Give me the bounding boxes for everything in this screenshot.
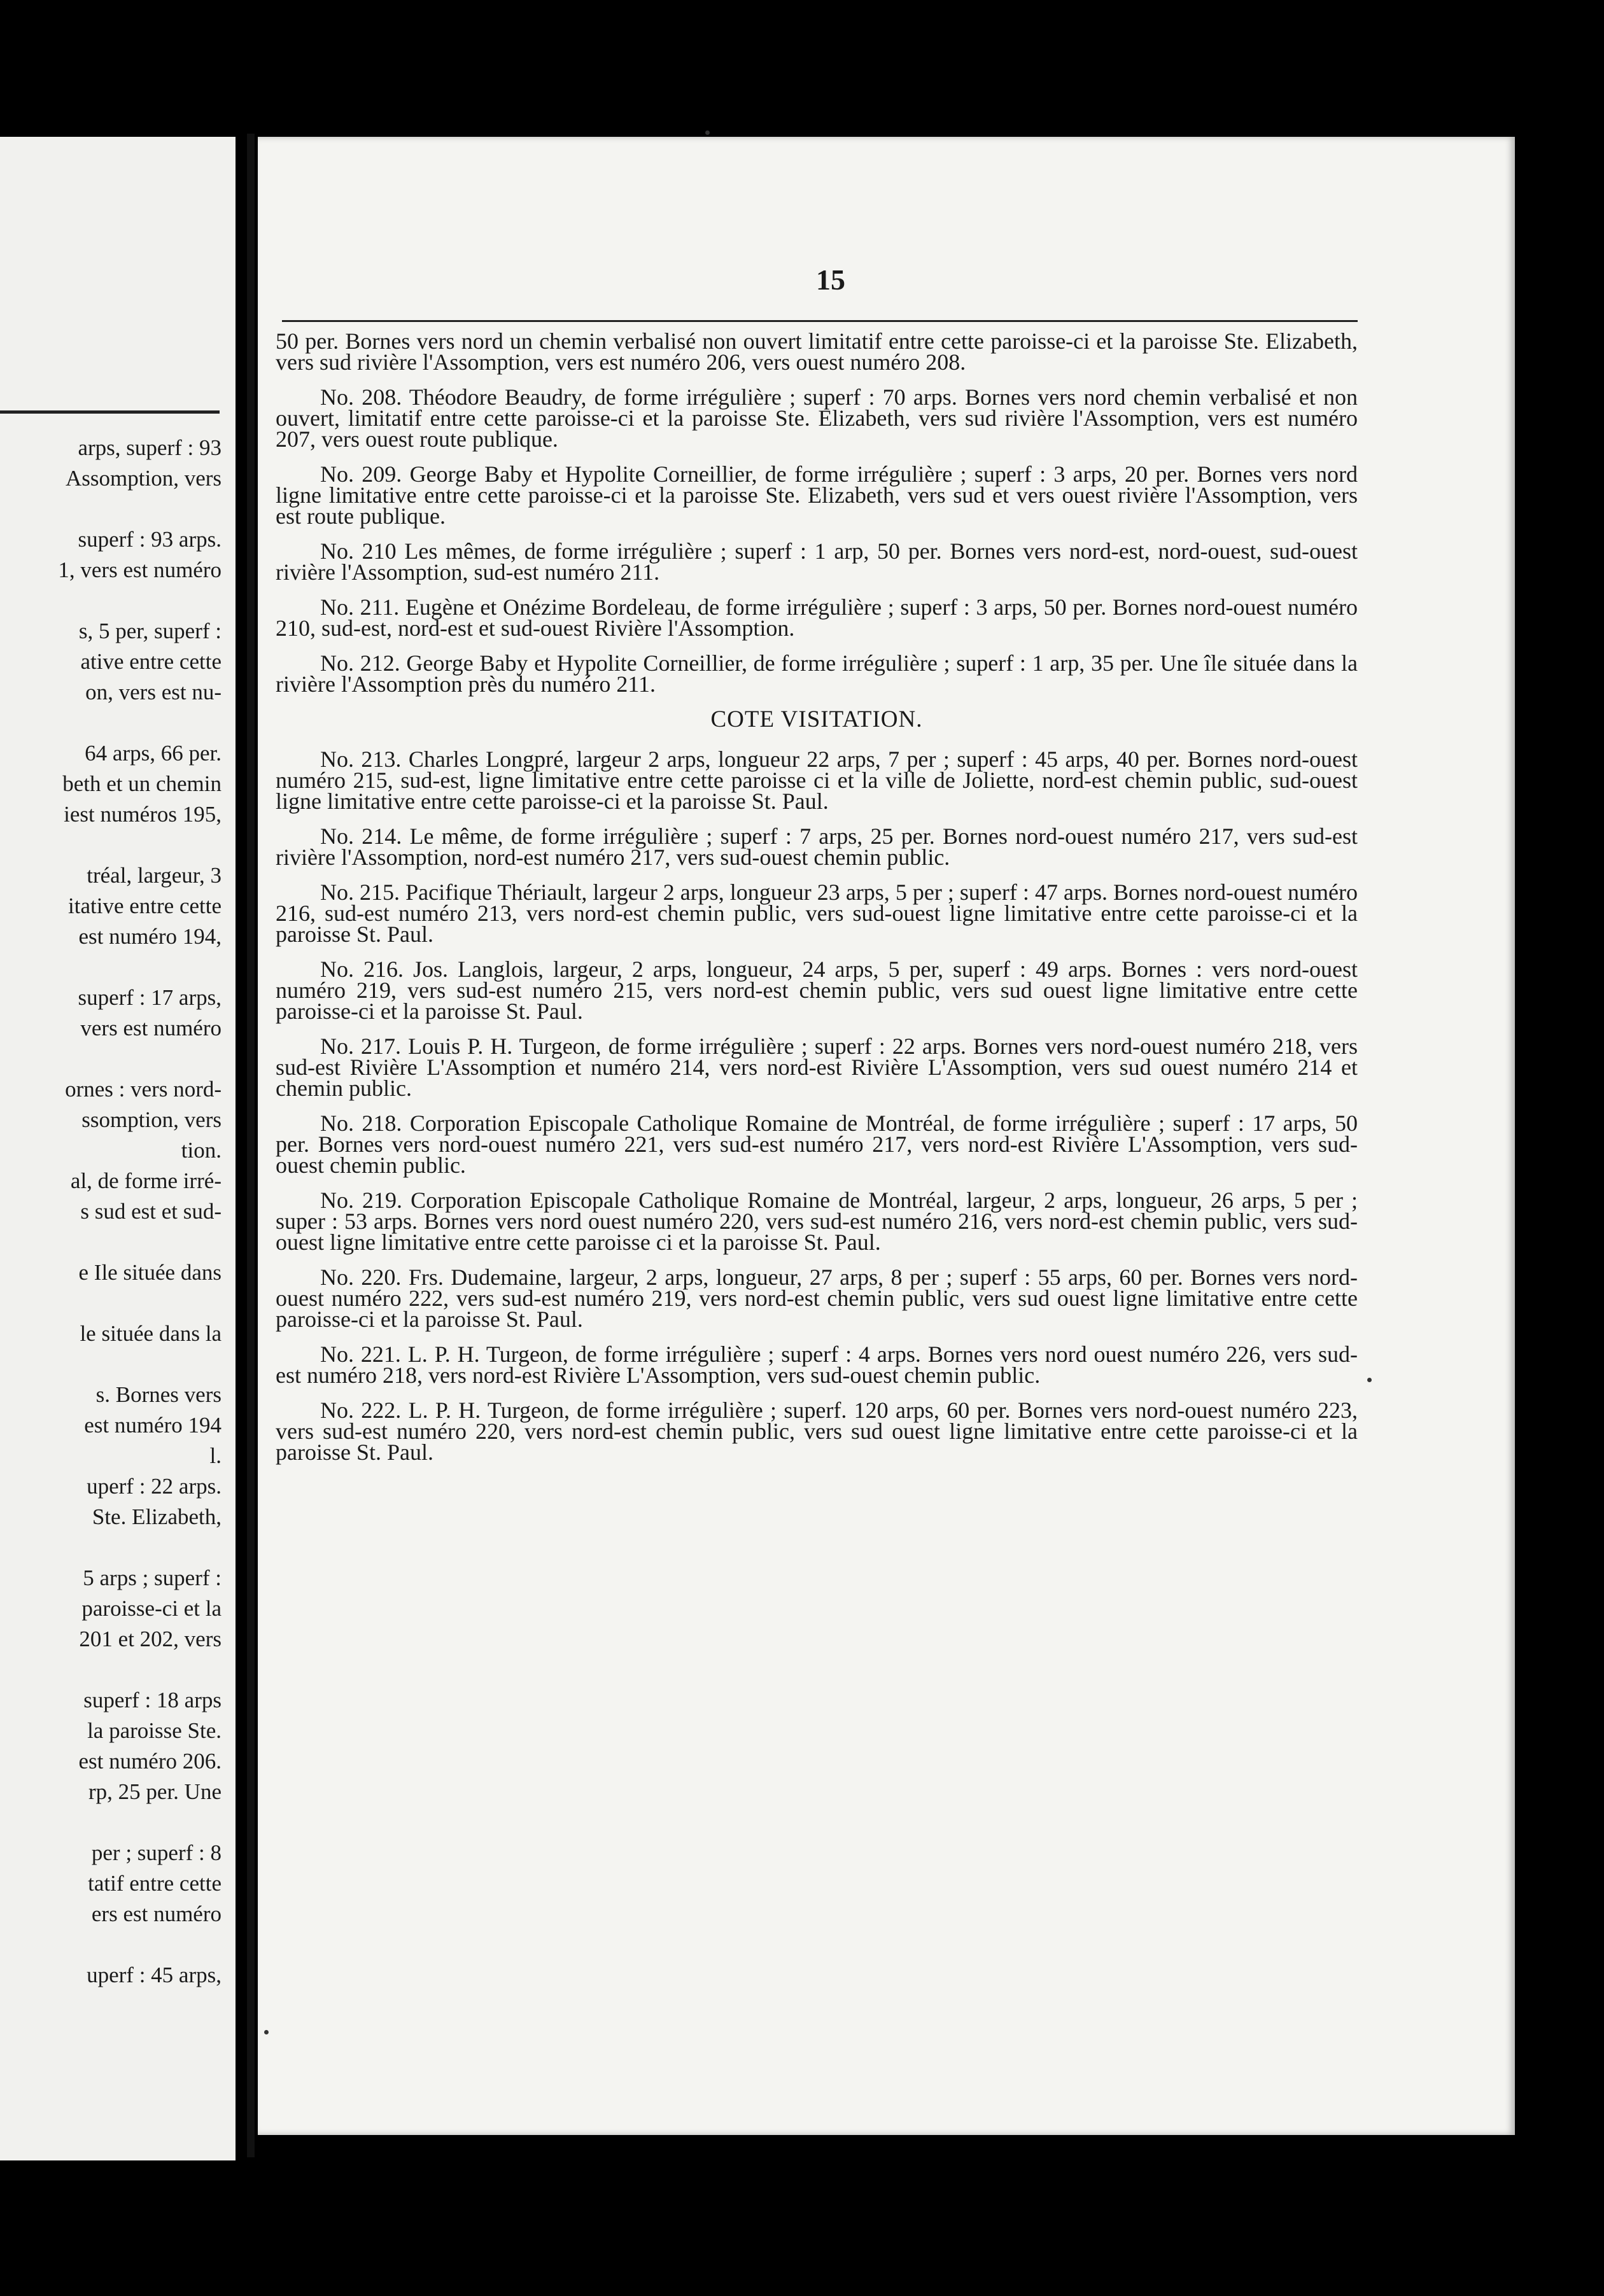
entry-number: No. 216. xyxy=(320,956,404,982)
left-text-line: iest numéros 195, xyxy=(64,802,222,827)
entry-paragraph xyxy=(276,328,1358,375)
left-text-line: ers est numéro xyxy=(91,1901,222,1926)
left-text-line: 1, vers est numéro xyxy=(58,557,222,582)
left-text-line: est numéro 206. xyxy=(78,1749,222,1774)
left-text-line: e Ile située dans xyxy=(78,1260,222,1285)
main-page xyxy=(258,137,1515,2135)
entries-cote-visitation xyxy=(276,746,1358,1465)
left-text-line: rp, 25 per. Une xyxy=(88,1779,222,1804)
entry-text: Corporation Episcopale Catholique Romaine de Montréal, largeur, 2 arps, longueur, 26 arps, 5 per ; super : 53 arps. Bornes vers nord ouest numéro 220, vers sud-est numéro 216, vers nord-est chemin public, vers sud-ouest ligne limitative entre cette paroisse ci et la paroisse St. Paul. xyxy=(276,1187,1358,1255)
left-text-line: est numéro 194 xyxy=(84,1413,222,1438)
entry-paragraph xyxy=(276,1187,1358,1255)
left-text-line: uperf : 45 arps, xyxy=(87,1963,222,1987)
left-text-line: la paroisse Ste. xyxy=(87,1718,222,1743)
left-text-line: paroisse-ci et la xyxy=(81,1596,222,1621)
section-heading: COTE VISITATION. xyxy=(710,706,923,732)
entry-paragraph xyxy=(276,879,1358,947)
entry-text: L. P. H. Turgeon, de forme irrégulière ; superf : 4 arps. Bornes vers nord ouest numéro 226, vers sud-est numéro 218, vers nord-est Rivière L'Assomption, vers sud-ouest chemin public. xyxy=(276,1341,1358,1388)
entry-number: No. 212. xyxy=(320,650,400,676)
entry-paragraph xyxy=(276,384,1358,452)
entry-paragraph xyxy=(276,1033,1358,1101)
line-gap xyxy=(0,1929,222,1960)
entry-text: Louis P. H. Turgeon, de forme irrégulière ; superf : 22 arps. Bornes vers nord-ouest numéro 218, vers sud-est Rivière L'Assomption et numéro 214, vers nord-est Rivière L'Assomption, vers sud ouest numéro 214 et chemin public. xyxy=(276,1033,1358,1101)
entry-number: No. 211. xyxy=(320,594,400,620)
left-text-line: tréal, largeur, 3 xyxy=(87,863,222,888)
entry-paragraph xyxy=(276,461,1358,529)
line-gap xyxy=(0,830,222,860)
left-text-line: tion. xyxy=(181,1138,222,1163)
left-text-line: beth et un chemin xyxy=(62,771,222,796)
entry-number: No. 208. xyxy=(320,384,402,410)
entry-number: No. 219. xyxy=(320,1187,403,1213)
left-text-line: on, vers est nu- xyxy=(85,680,222,704)
line-gap xyxy=(0,708,222,738)
entry-number: No. 217. xyxy=(320,1033,402,1059)
line-gap xyxy=(0,1349,222,1380)
left-text-line: le située dans la xyxy=(80,1321,222,1346)
entry-paragraph xyxy=(276,538,1358,585)
entry-paragraph xyxy=(276,650,1358,697)
left-text-line: Ste. Elizabeth, xyxy=(92,1504,222,1529)
line-gap xyxy=(0,952,222,983)
left-text-line: 201 et 202, vers xyxy=(79,1627,222,1651)
line-gap xyxy=(0,494,222,524)
page-body xyxy=(276,328,1358,1477)
entry-number: No. 210 xyxy=(320,538,397,564)
left-text-line: vers est numéro xyxy=(80,1016,222,1040)
left-text-line: Assomption, vers xyxy=(66,466,222,491)
entry-text: Théodore Beaudry, de forme irrégulière ; superf : 70 arps. Bornes vers nord chemin verbalisé et non ouvert, limitatif entre cette paroisse-ci et la paroisse Ste. Elizabeth, vers sud rivière l'Assomption, vers est numéro 207, vers ouest route publique. xyxy=(276,384,1358,452)
left-text-line: per ; superf : 8 xyxy=(91,1840,222,1865)
scan-speck xyxy=(264,2030,269,2034)
entry-text: Frs. Dudemaine, largeur, 2 arps, longueur, 27 arps, 8 per ; superf : 55 arps, 60 per. Bornes vers nord-ouest numéro 222, vers sud-est numéro 219, vers nord-est chemin public, vers sud ouest ligne limitative entre cette paroisse-ci et la paroisse St. Paul. xyxy=(276,1264,1358,1332)
header-rule xyxy=(282,320,1358,322)
entry-text: L. P. H. Turgeon, de forme irrégulière ; superf. 120 arps, 60 per. Bornes vers nord-ouest numéro 223, vers sud-est numéro 220, vers nord-est chemin public, vers sud ouest ligne limitative entre cette paroisse-ci et la paroisse St. Paul. xyxy=(276,1397,1358,1465)
entry-paragraph xyxy=(276,746,1358,814)
entry-number: No. 214. xyxy=(320,823,402,849)
left-text-line: tatif entre cette xyxy=(88,1871,222,1896)
line-gap xyxy=(0,1288,222,1319)
left-text-line: superf : 93 arps. xyxy=(78,527,222,552)
entry-number: No. 218. xyxy=(320,1110,402,1136)
entry-number: No. 215. xyxy=(320,879,400,905)
scan-speck xyxy=(705,130,710,135)
entry-number: No. 222. xyxy=(320,1397,402,1423)
left-text-line: superf : 17 arps, xyxy=(78,985,222,1010)
left-text-line: arps, superf : 93 xyxy=(78,435,222,460)
left-text-line: s. Bornes vers xyxy=(95,1382,222,1407)
line-gap xyxy=(0,1807,222,1838)
entry-text: Eugène et Onézime Bordeleau, de forme irrégulière ; superf : 3 arps, 50 per. Bornes nord-ouest numéro 210, sud-est, nord-est et sud-ouest Rivière l'Assomption. xyxy=(276,594,1358,641)
entry-number: No. 209. xyxy=(320,461,402,487)
line-gap xyxy=(0,1227,222,1257)
left-page-text xyxy=(0,433,222,1991)
entry-paragraph xyxy=(276,594,1358,641)
left-text-line: est numéro 194, xyxy=(78,924,222,949)
left-text-line: ative entre cette xyxy=(80,649,222,674)
entry-text: Les mêmes, de forme irrégulière ; superf : 1 arp, 50 per. Bornes vers nord-est, nord-ouest, sud-ouest rivière l'Assomption, sud-est numéro 211. xyxy=(276,538,1358,585)
left-text-line: uperf : 22 arps. xyxy=(87,1474,222,1499)
line-gap xyxy=(0,1044,222,1074)
entry-text: George Baby et Hypolite Corneillier, de forme irrégulière ; superf : 3 arps, 20 per. Bornes vers nord ligne limitative entre cette paroisse-ci et la paroisse Ste. Elizabeth, vers sud et vers ouest rivière l'Assomption, vers est route publique. xyxy=(276,461,1358,529)
left-text-line: al, de forme irré- xyxy=(70,1168,222,1193)
entry-number: No. 220. xyxy=(320,1264,402,1290)
left-text-line: s sud est et sud- xyxy=(80,1199,222,1224)
left-text-line: superf : 18 arps xyxy=(83,1688,222,1712)
page-number: 15 xyxy=(816,263,845,296)
entries-before-heading xyxy=(276,328,1358,697)
line-gap xyxy=(0,1655,222,1685)
page-gutter xyxy=(247,134,255,2157)
entry-number: No. 221. xyxy=(320,1341,401,1367)
entry-text: Jos. Langlois, largeur, 2 arps, longueur, 24 arps, 5 per, superf : 49 arps. Bornes : vers nord-ouest numéro 219, vers sud-est numéro 215, vers nord-est chemin public, vers sud ouest ligne limitative entre cette paroisse-ci et la paroisse St. Paul. xyxy=(276,956,1358,1024)
entry-paragraph xyxy=(276,1341,1358,1388)
entry-paragraph xyxy=(276,1397,1358,1465)
left-text-line: 5 arps ; superf : xyxy=(83,1565,222,1590)
entry-text: Corporation Episcopale Catholique Romaine de Montréal, de forme irrégulière ; superf : 17 arps, 50 per. Bornes vers nord-ouest numéro 221, vers sud-est numéro 217, vers nord-est Rivière L'Assomption, vers sud-ouest chemin public. xyxy=(276,1110,1358,1178)
left-text-line: ornes : vers nord- xyxy=(65,1077,222,1102)
entry-text: Le même, de forme irrégulière ; superf : 7 arps, 25 per. Bornes nord-ouest numéro 217, vers sud-est rivière l'Assomption, nord-est numéro 217, vers sud-ouest chemin public. xyxy=(276,823,1358,870)
left-text-line: itative entre cette xyxy=(68,893,222,918)
line-gap xyxy=(0,585,222,616)
scan-speck xyxy=(1367,1378,1372,1382)
entry-number: No. 213. xyxy=(320,746,402,772)
left-text-line: l. xyxy=(209,1443,222,1468)
left-page-fragment xyxy=(0,137,236,2160)
left-text-line: ssomption, vers xyxy=(81,1107,222,1132)
entry-paragraph xyxy=(276,956,1358,1024)
entry-paragraph xyxy=(276,823,1358,870)
line-gap xyxy=(0,1532,222,1563)
entry-paragraph xyxy=(276,1110,1358,1178)
entry-text: George Baby et Hypolite Corneillier, de forme irrégulière ; superf : 1 arp, 35 per. Une île située dans la rivière l'Assomption près du numéro 211. xyxy=(276,650,1358,697)
left-text-line: s, 5 per, superf : xyxy=(78,619,222,643)
entry-text: Charles Longpré, largeur 2 arps, longueur 22 arps, 7 per ; superf : 45 arps, 40 per. Bornes nord-ouest numéro 215, sud-est, ligne limitative entre cette paroisse ci et la ville de Joliette, nord-est chemin public, sud-ouest ligne limitative entre cette paroisse-ci et la paroisse St. Paul. xyxy=(276,746,1358,814)
left-text-line: 64 arps, 66 per. xyxy=(85,741,222,766)
entry-paragraph xyxy=(276,1264,1358,1332)
left-page-rule xyxy=(0,410,220,414)
entry-text: Pacifique Thériault, largeur 2 arps, longueur 23 arps, 5 per ; superf : 47 arps. Bornes nord-ouest numéro 216, sud-est numéro 213, vers nord-est chemin public, vers sud-ouest ligne limitative entre cette paroisse-ci et la paroisse St. Paul. xyxy=(276,879,1358,947)
entry-text: 50 per. Bornes vers nord un chemin verbalisé non ouvert limitatif entre cette paroisse-ci et la paroisse Ste. Elizabeth, vers sud rivière l'Assomption, vers est numéro 206, vers ouest numéro 208. xyxy=(276,328,1358,375)
